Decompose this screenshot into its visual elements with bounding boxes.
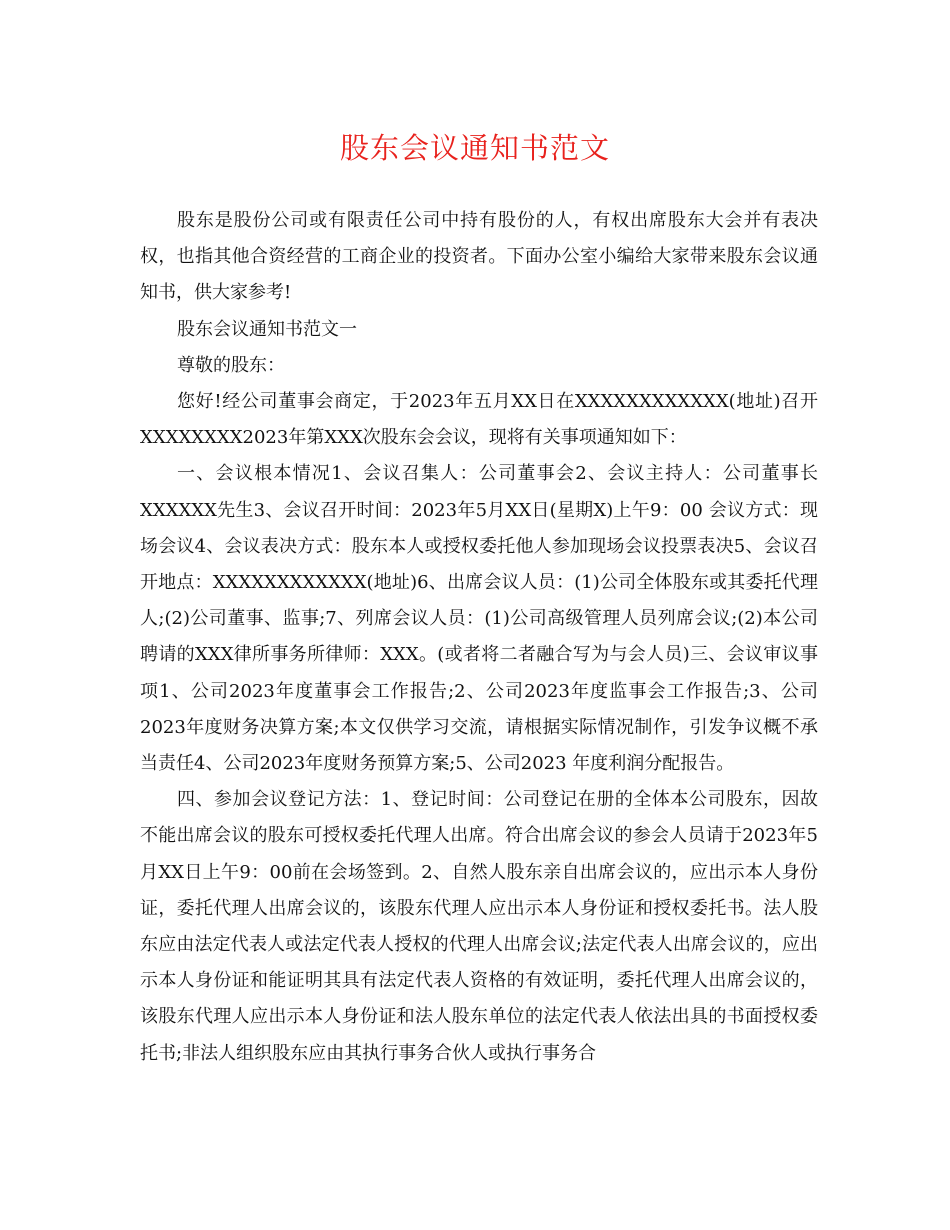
section-heading: 股东会议通知书范文一 bbox=[177, 318, 357, 340]
salutation: 尊敬的股东： bbox=[177, 354, 285, 376]
document-body bbox=[140, 203, 818, 1072]
greeting-paragraph: 您好!经公司董事会商定，于2023年五月XX日在XXXXXXXXXXXX(地址)召开XXXXXXXX2023年第XXX次股东会会议，现将有关事项通知如下： bbox=[140, 391, 818, 449]
meeting-details-paragraph: 一、会议根本情况1、会议召集人：公司董事会2、会议主持人：公司董事长XXXXXX先生3、会议召开时间：2023年5月XX日(星期X)上午9：00 会议方式：现场会议4、会议表决方式：股东本人或授权委托他人参加现场会议投票表决5、会议召开地点：XXXXXXXXXXXX(地址)6、出席会议人员：(1)公司全体股东或其委托代理人;(2)公司董事、监事;7、列席会议人员：(1)公司高级管理人员列席会议;(2)本公司聘请的XXX律所事务所律师：XXX。(或者将二者融合写为与会人员)三、会议审议事项1、公司2023年度董事会工作报告;2、公司2023年度监事会工作报告;3、公司2023年度财务决算方案;本文仅供学习交流，请根据实际情况制作，引发争议概不承当责任4、公司2023年度财务预算方案;5、公司2023 年度利润分配报告。 bbox=[140, 463, 818, 775]
document-title: 股东会议通知书范文 bbox=[339, 131, 610, 165]
registration-paragraph: 四、参加会议登记方法：1、登记时间：公司登记在册的全体本公司股东，因故不能出席会议的股东可授权委托代理人出席。符合出席会议的参会人员请于2023年5月XX日上午9：00前在会场签到。2、自然人股东亲自出席会议的，应出示本人身份证，委托代理人出席会议的，该股东代理人应出示本人身份证和授权委托书。法人股东应由法定代表人或法定代表人授权的代理人出席会议;法定代表人出席会议的，应出示本人身份证和能证明其具有法定代表人资格的有效证明，委托代理人出席会议的，该股东代理人应出示本人身份证和法人股东单位的法定代表人依法出具的书面授权委托书;非法人组织股东应由其执行事务合伙人或执行事务合 bbox=[140, 789, 818, 1064]
intro-paragraph: 股东是股份公司或有限责任公司中持有股份的人，有权出席股东大会并有表决权，也指其他合资经营的工商企业的投资者。下面办公室小编给大家带来股东会议通知书，供大家参考! bbox=[140, 210, 818, 304]
